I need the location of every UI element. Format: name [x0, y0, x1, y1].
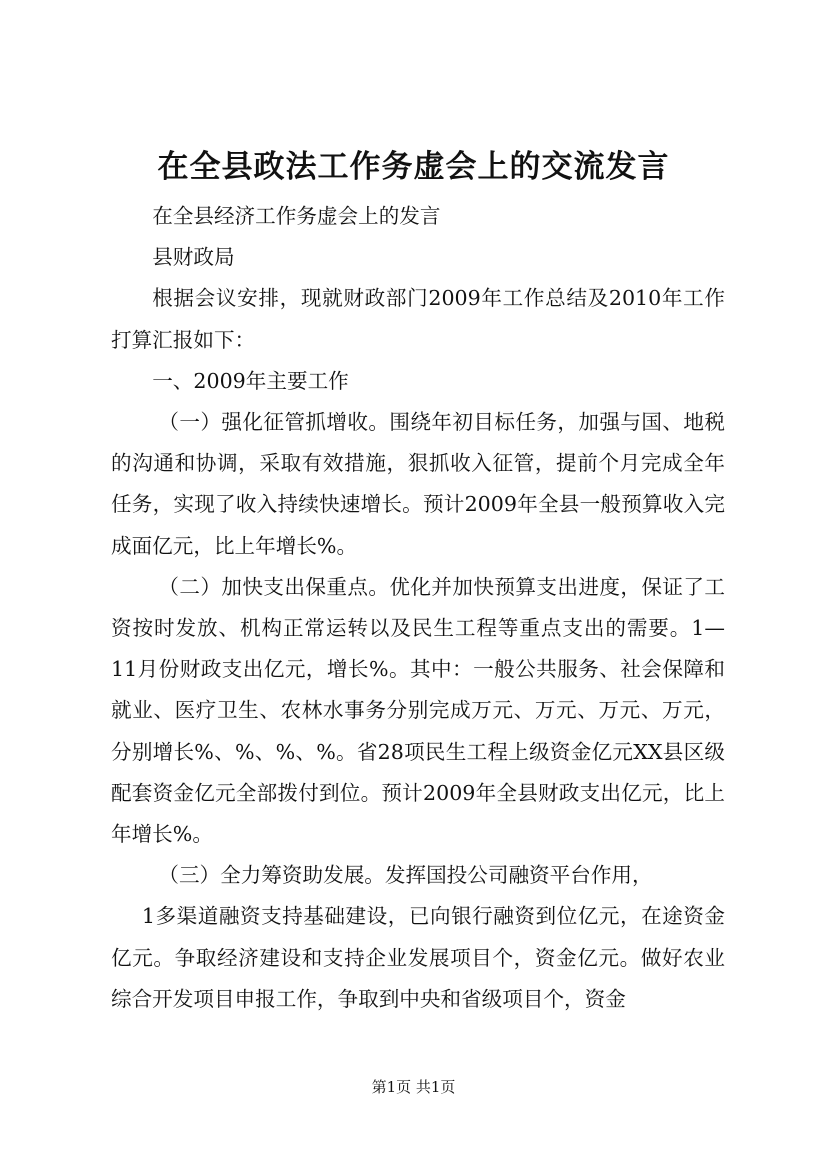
page-number: 第1页 共1页 — [371, 1078, 456, 1096]
paragraph-intro: 根据会议安排，现就财政部门2009年工作总结及2010年工作打算汇报如下： — [111, 286, 725, 352]
paragraph-financing-detail: 1多渠道融资支持基础建设，已向银行融资到位亿元，在途资金亿元。争取经济建设和支持企业发展项目个，资金亿元。做好农业综合开发项目申报工作，争取到中央和省级项目个，资金 — [111, 904, 725, 1011]
document-body — [111, 196, 725, 1020]
paragraph-revenue: （一）强化征管抓增收。围绕年初目标任务，加强与国、地税的沟通和协调，采取有效措施，狠抓收入征管，提前个月完成全年任务，实现了收入持续快速增长。预计2009年全县一般预算收入完成面亿元，比上年增长%。 — [111, 410, 725, 558]
document-title: 在全县政法工作务虚会上的交流发言 — [157, 149, 670, 185]
paragraph-financing: （三）全力筹资助发展。发挥国投公司融资平台作用， — [158, 863, 653, 888]
paragraph-department: 县财政局 — [152, 245, 235, 270]
paragraph-subtitle: 在全县经济工作务虚会上的发言 — [152, 204, 441, 228]
paragraph-expenditure: （二）加快支出保重点。优化并加快预算支出进度，保证了工资按时发放、机构正常运转以及民生工程等重点支出的需要。1—11月份财政支出亿元，增长%。其中：一般公共服务、社会保障和就业、医疗卫生、农林水事务分别完成万元、万元、万元、万元，分别增长%、%、%、%。省28项民生工程上级资金亿元XX县区级配套资金亿元全部拨付到位。预计2009年全县财政支出亿元，比上年增长%。 — [111, 574, 725, 847]
section-heading: 一、2009年主要工作 — [152, 368, 349, 393]
